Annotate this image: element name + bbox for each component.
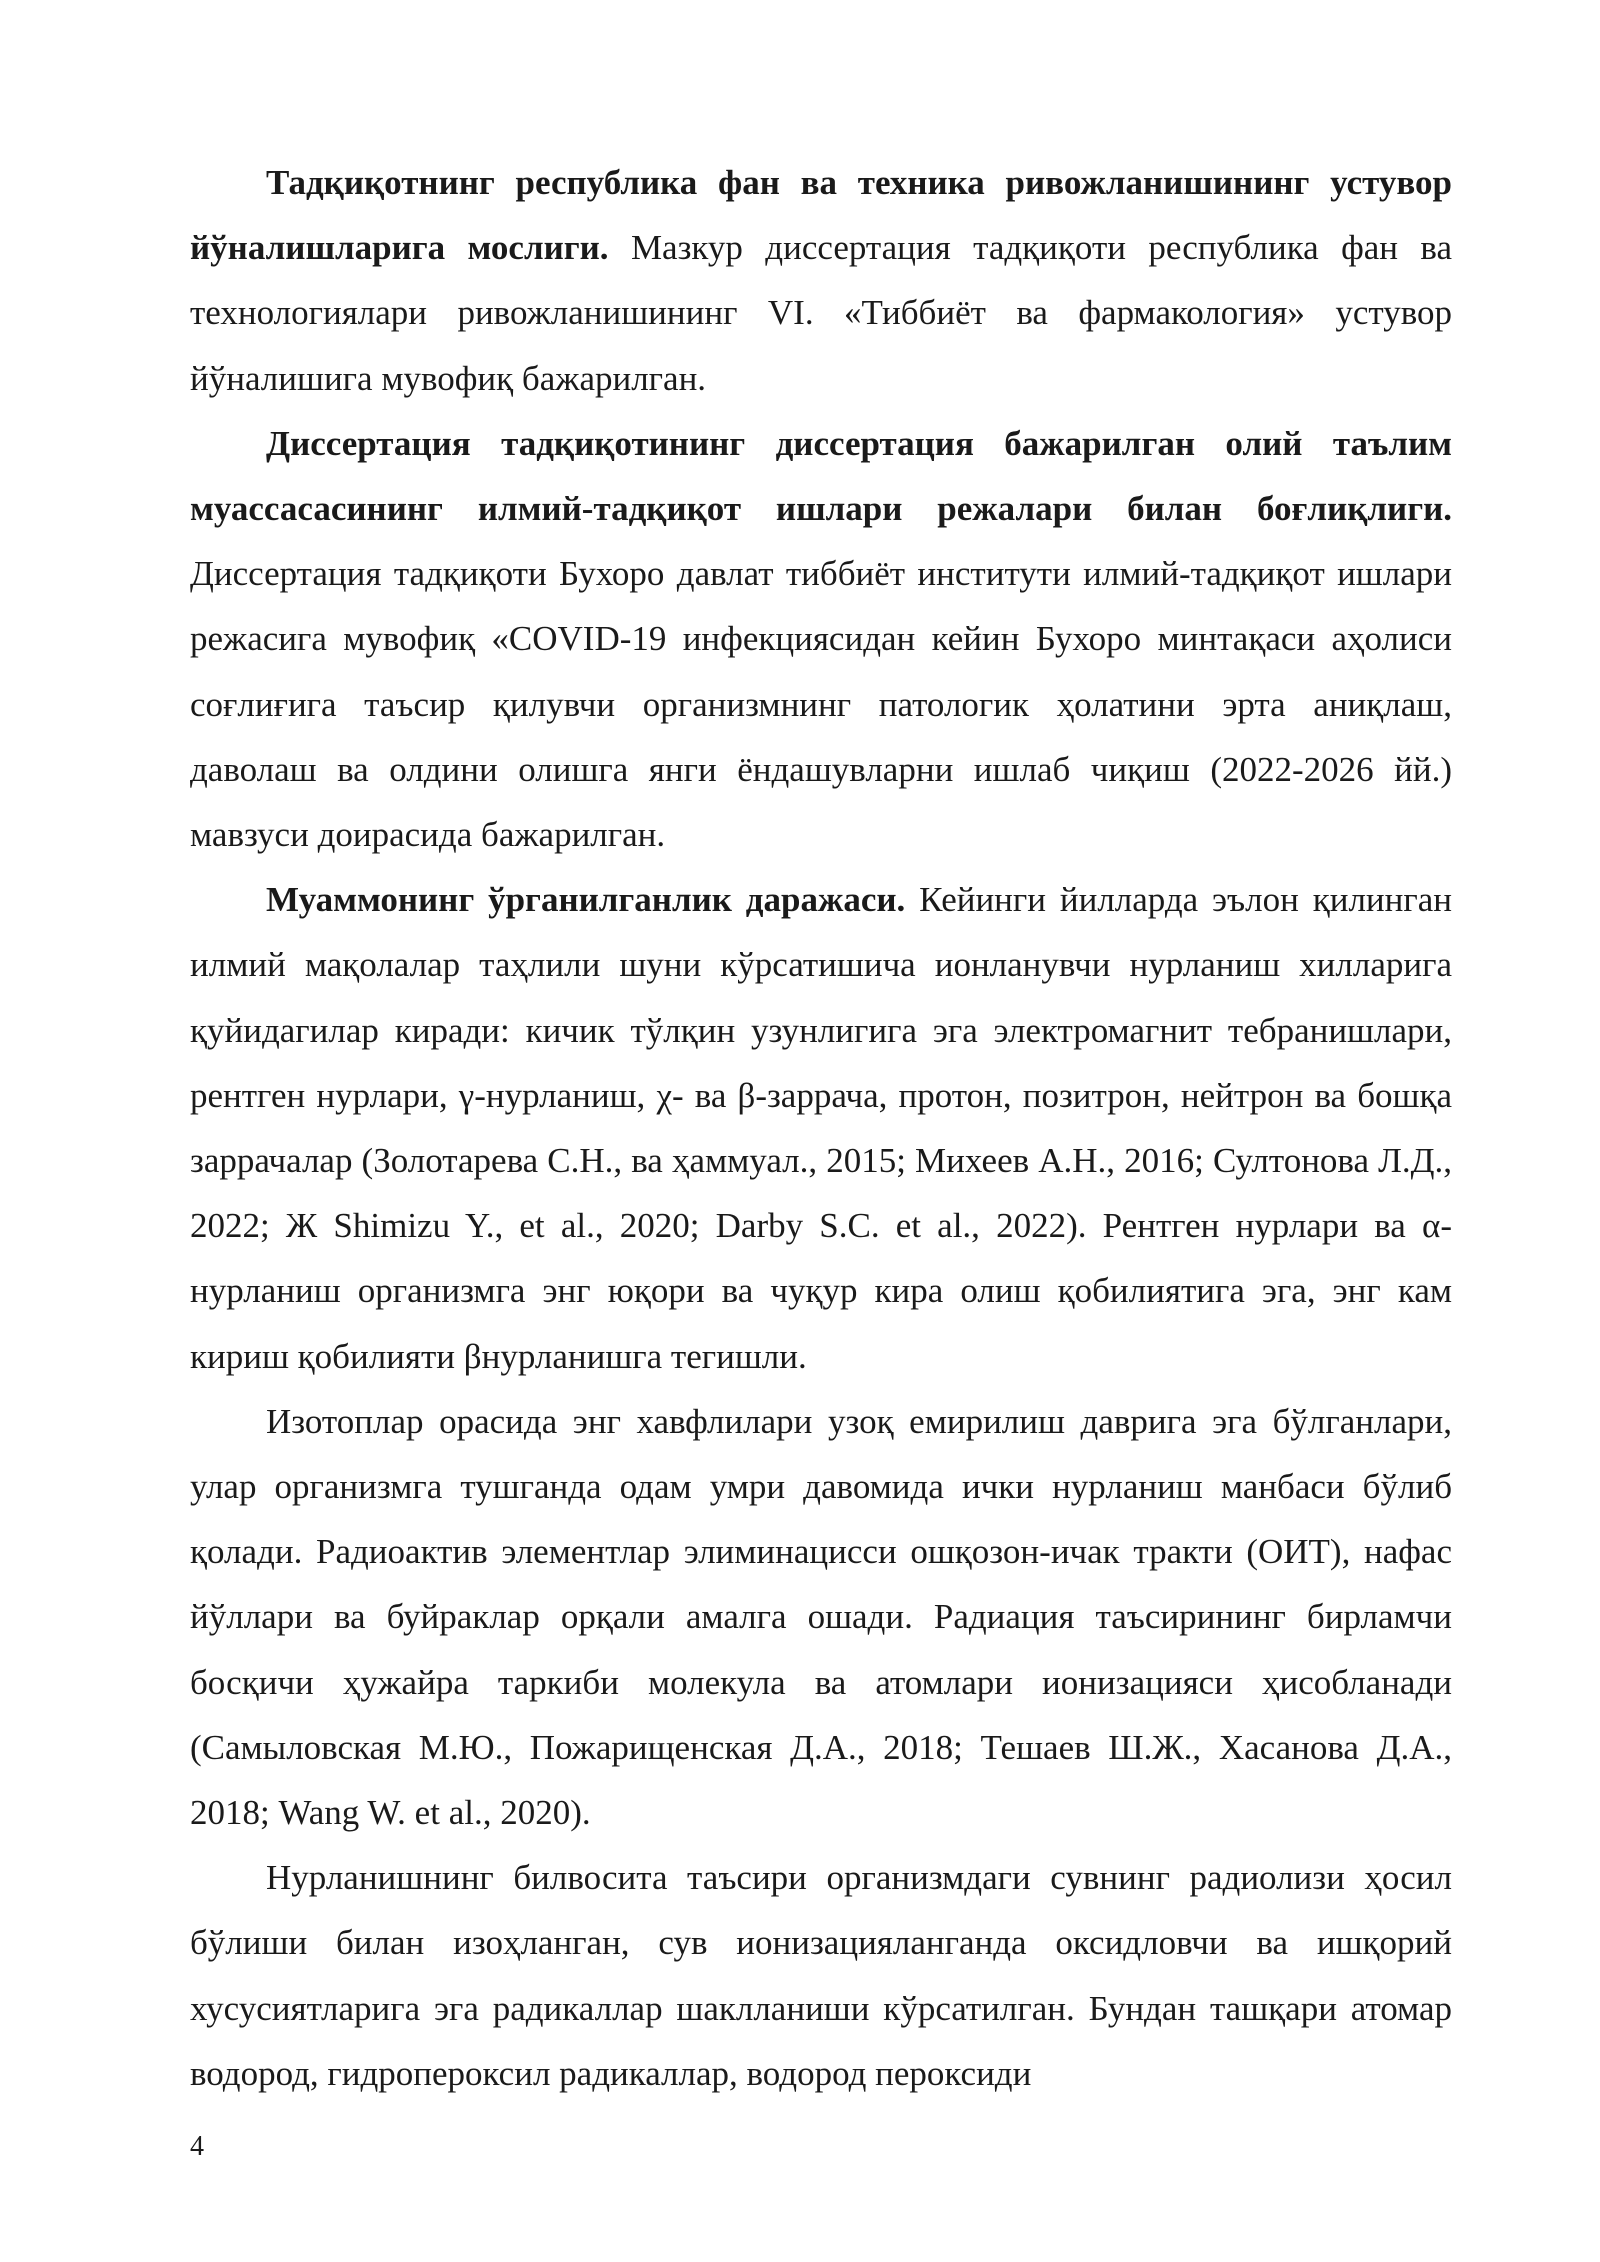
paragraph-priority-directions (190, 150, 1452, 411)
paragraph-text: Кейинги йилларда эълон қилинган илмий мақолалар таҳлили шуни кўрсатишича ионланувчи нурланиш хилларига қуйидагилар киради: кичик тўлқин узунлигига эга электромагнит тебранишлари, рентген нурлари, γ-нурланиш, χ- ва β-заррача, протон, позитрон, нейтрон ва бошқа заррачалар (Золотарева С.Н., ва ҳаммуал., 2015; Михеев А.Н., 2016; Султонова Л.Д., 2022; Ж Shimizu Y., et al., 2020; Darby S.C. et al., 2022). Рентген нурлари ва α-нурланиш организмга энг юқори ва чуқур кира олиш қобилиятига эга, энг кам кириш қобилияти βнурланишга тегишли. (190, 880, 1453, 1376)
paragraph-text: Изотоплар орасида энг хавфлилари узоқ емирилиш даврига эга бўлганлари, улар организмга тушганда одам умри давомида ички нурланиш манбаси бўлиб қолади. Радиоактив элементлар элиминацисси ошқозон-ичак тракти (ОИТ), нафас йўллари ва буйраклар орқали амалга ошади. Радиация таъсирининг бирламчи босқичи ҳужайра таркиби молекула ва атомлари ионизацияси ҳисобланади (Самыловская М.Ю., Пожарищенская Д.А., 2018; Тешаев Ш.Ж., Хасанова Д.А., 2018; Wang W. et al., 2020). (190, 1401, 1452, 1833)
paragraph-text: Нурланишнинг билвосита таъсири организмдаги сувнинг радиолизи ҳосил бўлиши билан изоҳланган, сув ионизацияланганда оксидловчи ва ишқорий хусусиятларига эга радикаллар шаклланиши кўрсатилган. Бундан ташқари атомар водород, гидропероксил радикаллар, водород пероксиди (190, 1858, 1452, 2093)
paragraph-text: Диссертация тадқиқоти Бухоро давлат тиббиёт институти илмий-тадқиқот ишлари режасига мувофиқ «COVID-19 инфекциясидан кейин Бухоро минтақаси аҳолиси соғлиғига таъсир қилувчи организмнинг патологик ҳолатини эрта аниқлаш, даволаш ва олдини олишга янги ёндашувларни ишлаб чиқиш (2022-2026 йй.) мавзуси доирасида бажарилган. (190, 554, 1452, 855)
paragraph-text: Мазкур диссертация тадқиқоти республика фан ва технологиялари ривожланишининг VI. «Тиббиёт ва фармакология» устувор йўналишига мувофиқ бажарилган. (190, 228, 1452, 398)
paragraph-heading: Муаммонинг ўрганилганлик даражаси. (266, 880, 906, 920)
paragraph-problem-study-level (190, 867, 1452, 1389)
paragraph-isotopes (190, 1389, 1452, 1845)
paragraph-indirect-radiation (190, 1845, 1452, 2106)
document-body (190, 150, 1452, 2106)
paragraph-research-plan-link (190, 411, 1452, 867)
page-number: 4 (190, 2131, 204, 2162)
paragraph-heading: Тадқиқотнинг республика фан ва техника ривожланишининг устувор йўналишларига мослиги. (190, 163, 1452, 268)
paragraph-heading: Диссертация тадқиқотининг диссертация бажарилган олий таълим муассасасининг илмий-тадқиқот ишлари режалари билан боғлиқлиги. (190, 423, 1452, 529)
